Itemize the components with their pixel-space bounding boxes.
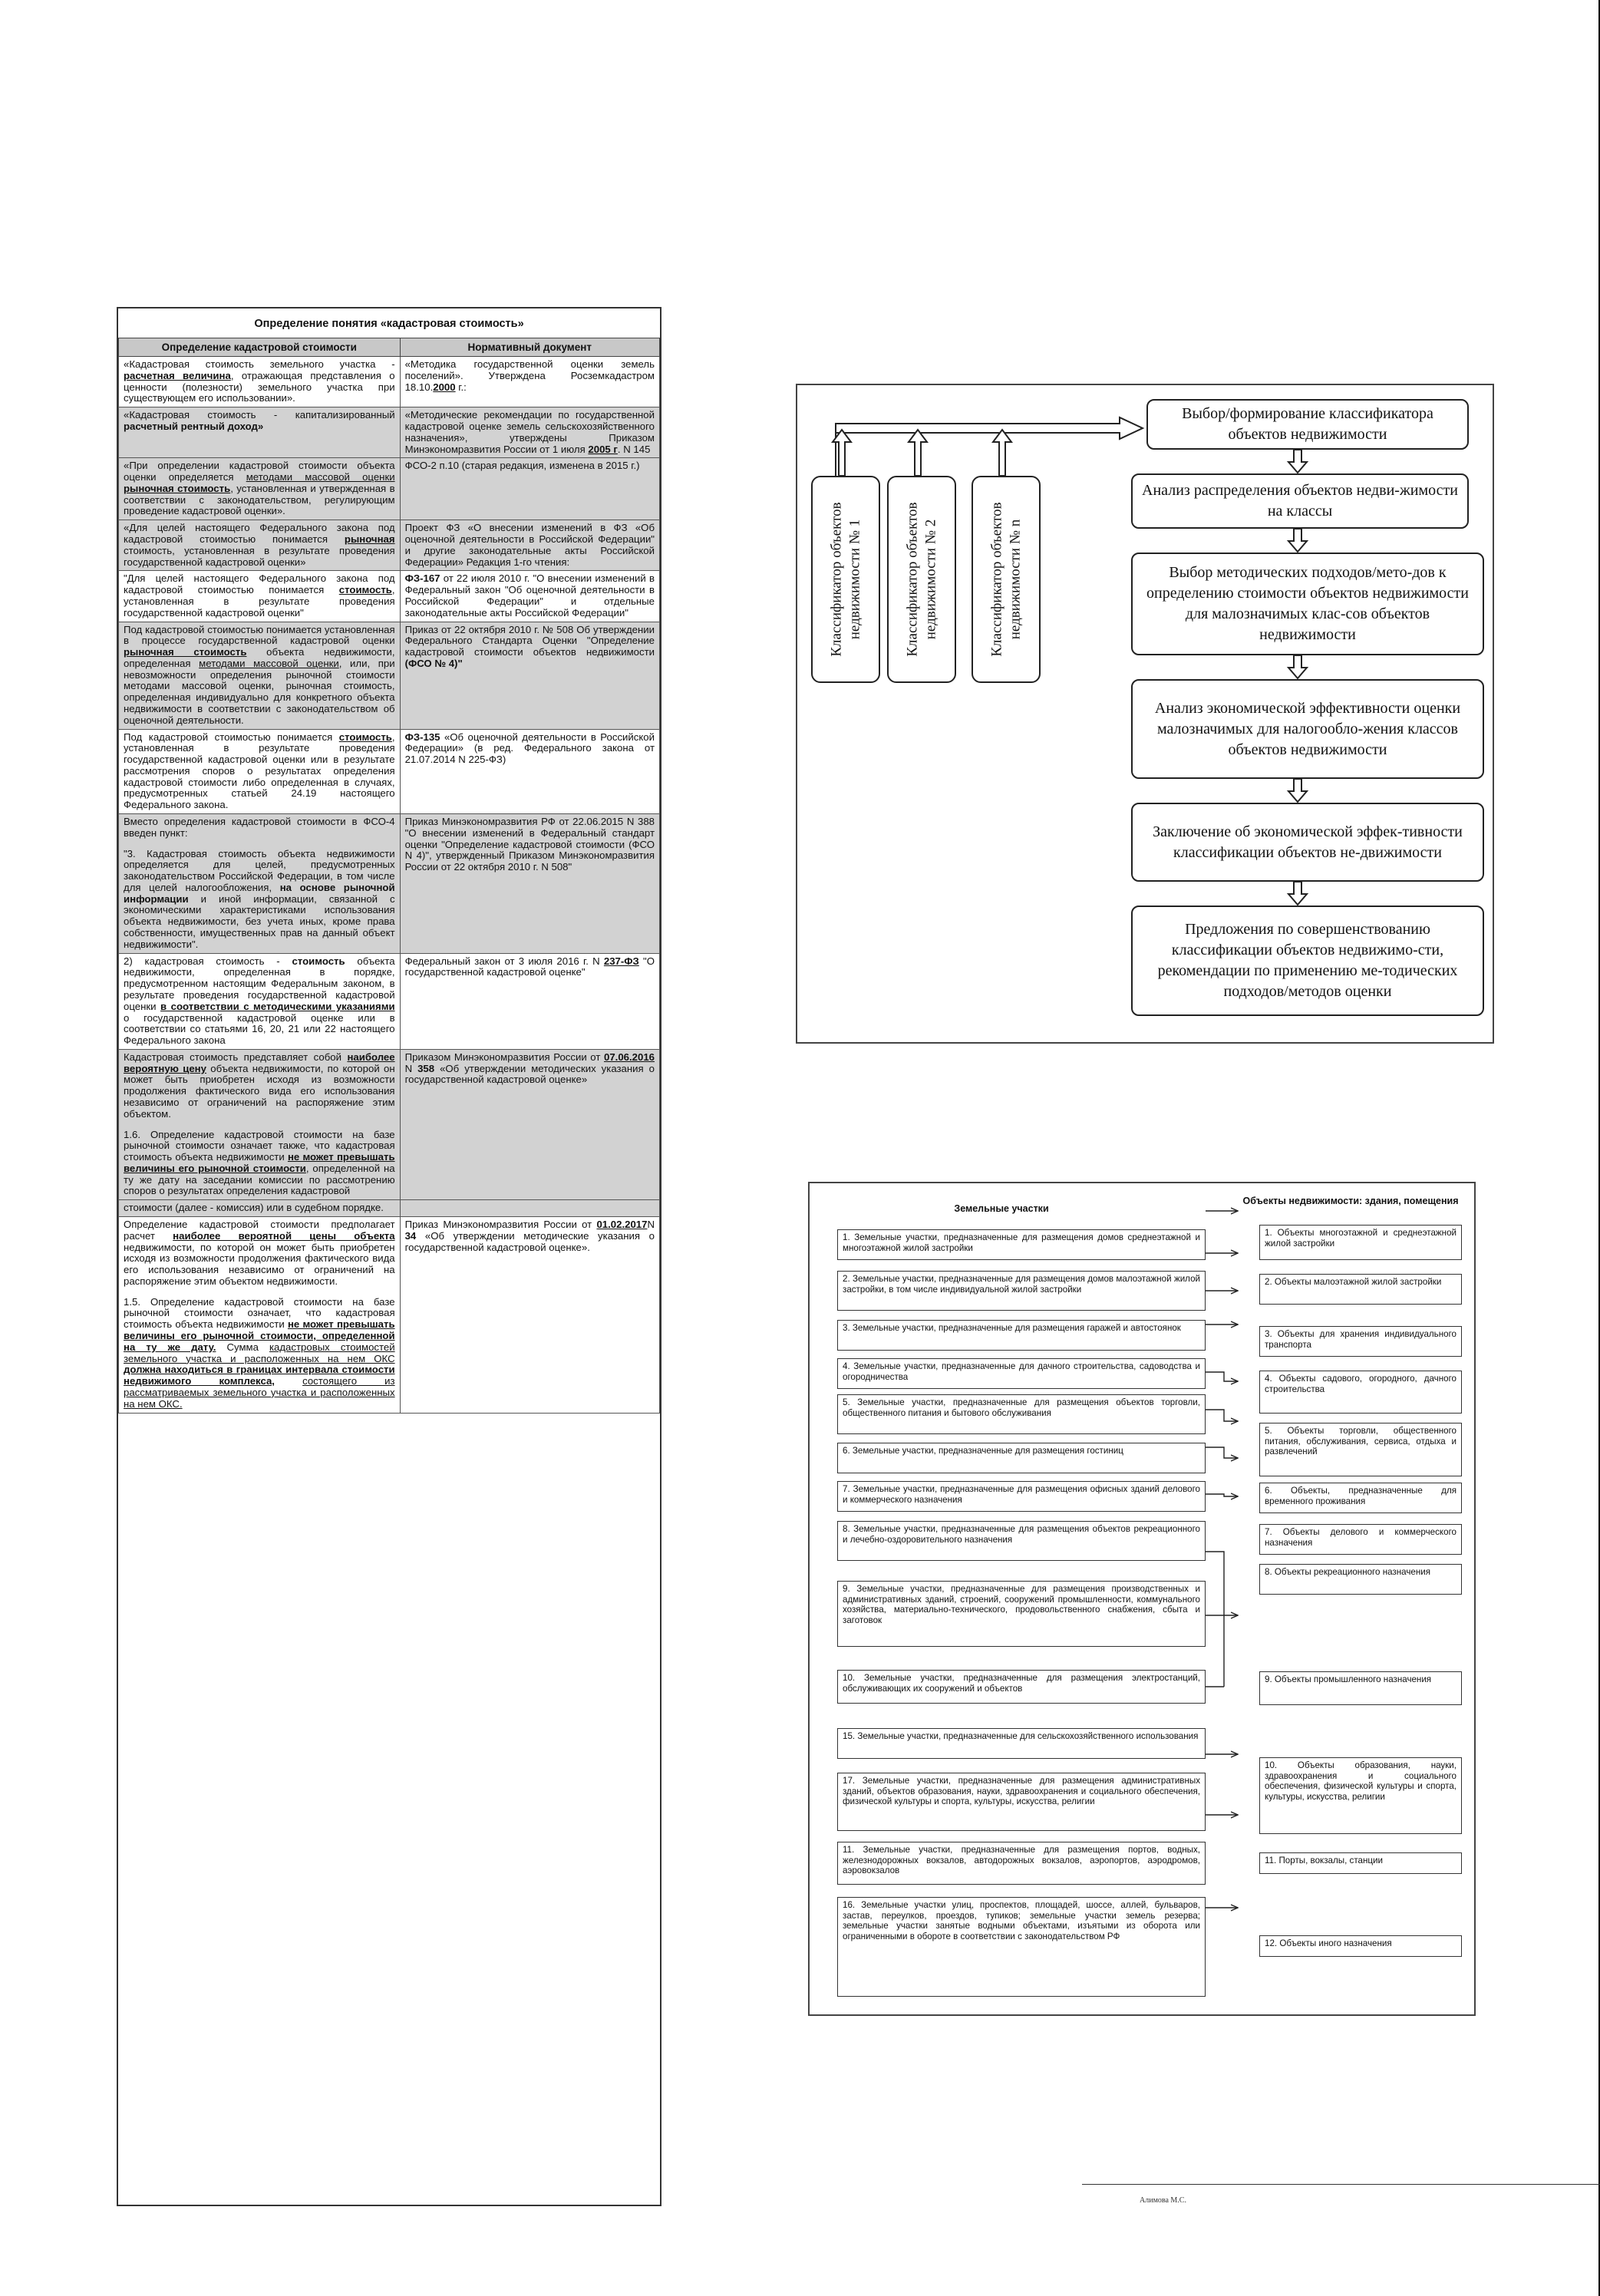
cell-text-run: рыночная (344, 533, 395, 546)
cell-paragraph (405, 1219, 655, 1253)
cell-text-run: 358 (417, 1062, 435, 1074)
land-category-7: 7. Земельные участки, предназначенные для размещения офисных зданий делового и коммерческого назначения (837, 1481, 1206, 1512)
cell-text-run: Приказ Минэкономразвития РФ от 22.06.2015 N 388 "О внесении изменений в Федеральный стандарт оценки "Определение кадастровой стоимости (ФСО N 4)", утвержденный Приказом Минэкономразвития России от 22 октября 2010 г. N 508" (404, 816, 655, 873)
table-row (119, 953, 660, 1049)
table-row (119, 520, 660, 571)
cell-text-run: не может превышать величины его рыночной стоимости (124, 1151, 395, 1174)
cell-text-run: «Об оценочной деятельности в Российской Федерации» (в ред. Федерального закона от 21.07.2014 N 225-ФЗ) (404, 731, 655, 766)
cell-paragraph (124, 410, 395, 433)
table-row (119, 729, 660, 813)
document-cell (400, 1200, 659, 1217)
cell-paragraph (124, 1052, 395, 1120)
column-header-definition: Определение кадастровой стоимости (119, 338, 401, 357)
definition-cell (119, 814, 401, 954)
cell-paragraph (405, 523, 655, 568)
cell-text-run: «Кадастровая стоимость земельного участка - (124, 358, 395, 371)
land-category-2: 2. Земельные участки, предназначенные для размещения домов малоэтажной жилой застройки, в том числе индивидуальной жилой застройки (837, 1271, 1206, 1311)
cell-text-run: ФЗ-135 (404, 731, 440, 743)
building-category-7: 7. Объекты делового и коммерческого назначения (1259, 1524, 1462, 1555)
cell-text-run: 34 (404, 1229, 417, 1242)
cell-text-run: Федеральный закон от 3 июля 2016 г. N (404, 955, 604, 967)
step-select-methods: Выбор методических подходов/мето-дов к определению стоимости объектов недвижимости для малозначимых клас-сов объектов недвижимости (1131, 553, 1484, 655)
cell-text-run: расчетный рентный доход» (124, 421, 264, 433)
definition-cell (119, 1049, 401, 1199)
cell-paragraph (124, 625, 395, 727)
cell-text-run: 2000 (433, 381, 456, 393)
cell-text-run: расчетная величина (124, 369, 231, 381)
cell-text-run: Определение кадастровой стоимости предполагает расчет (124, 1219, 395, 1242)
cell-paragraph (124, 816, 395, 840)
cell-text-run: . N 145 (617, 443, 651, 455)
cell-text-run: «Об утверждении методические указания о государственной кадастровой оценке». (404, 1229, 655, 1253)
table-row (119, 622, 660, 729)
land-category-15: 15. Земельные участки, предназначенные для сельскохозяйственного использования (837, 1728, 1206, 1759)
definition-cell (119, 357, 401, 407)
table-row (119, 1217, 660, 1414)
arrow-to-selection (836, 417, 1143, 439)
building-category-6: 6. Объекты, предназначенные для временного проживания (1259, 1483, 1462, 1513)
cell-text-run: г.: (455, 381, 467, 393)
cell-text-run: "3. Кадастровая стоимость объекта недвижимости определяется для целей, предусмотренных законодательством Российской Федерации, в том числе для целей налогообложения, (124, 847, 395, 893)
land-right-header: Объекты недвижимости: здания, помещения (1242, 1196, 1459, 1206)
document-cell (400, 571, 659, 622)
land-left-header: Земельные участки (954, 1203, 1049, 1214)
land-category-16: 16. Земельные участки улиц, проспектов, площадей, шоссе, аллей, бульваров, застав, переулков, проездов, тупиков; земельные участки земель резерва; земельные участки занятые водными объектами, изъятыми из оборота или ограниченными в обороте в соответствии с законодательством РФ (837, 1897, 1206, 1997)
definition-cell (119, 571, 401, 622)
cell-paragraph (124, 573, 395, 619)
cell-text-run: рыночная стоимость (124, 646, 247, 658)
document-cell (400, 520, 659, 571)
cell-text-run: методами массовой оценки (199, 657, 339, 669)
cell-text-run: Вместо определения кадастровой стоимости в ФСО-4 введен пункт: (124, 816, 395, 839)
table-row (119, 458, 660, 520)
cell-text-run: «При определении кадастровой стоимости объекта оценки определяется (124, 460, 395, 483)
land-category-8: 8. Земельные участки, предназначенные для размещения объектов рекреационного и лечебно-оздоровительного назначения (837, 1521, 1206, 1561)
cell-text-run: 2) кадастровая стоимость - (124, 955, 292, 967)
cell-paragraph (124, 359, 395, 404)
cell-paragraph (124, 1130, 395, 1198)
cell-text-run: стоимость (292, 955, 345, 967)
cell-text-run: не может превышать величины его рыночной стоимости, определенной на ту же дату. (124, 1318, 395, 1353)
table-row (119, 1200, 660, 1217)
footer-author: Алимова М.С. (1140, 2196, 1186, 2205)
cell-paragraph (124, 460, 395, 517)
definition-cell (119, 407, 401, 458)
land-category-9: 9. Земельные участки, предназначенные для размещения производственных и административных зданий, строений, сооружений промышленности, коммунального хозяйства, материально-технического, продовольственного снабжения, сбыта и заготовок (837, 1581, 1206, 1647)
table-row (119, 1049, 660, 1199)
cell-text-run: , определенной на ту же дату на заседании комиссии по рассмотрению споров о результатах определения кадастровой (124, 1162, 395, 1197)
land-category-6: 6. Земельные участки, предназначенные для размещения гостиниц (837, 1443, 1206, 1473)
classifier-2-label: Классификатор объектов недвижимости № 2 (904, 502, 939, 657)
cell-text-run: "О государственной кадастровой оценке" (404, 955, 655, 978)
land-category-17: 17. Земельные участки, предназначенные для размещения административных зданий, объектов образования, науки, здравоохранения и социального обеспечения, физической культуры и спорта, культуры, искусства, религии (837, 1773, 1206, 1831)
table-row (119, 357, 660, 407)
cell-text-run: 07.06.2016 (603, 1051, 655, 1063)
cell-text-run: и иной информации, связанной с экономическими характеристиками использования объекта недвижимости, без учета иных, кроме права собственности, имущественных прав на данный объект недвижимости". (124, 892, 395, 950)
document-cell (400, 458, 659, 520)
land-buildings-diagram (808, 1182, 1476, 2016)
definitions-table (118, 338, 660, 1414)
cell-text-run: Под кадастровой стоимостью понимается установленная в процессе государственной кадастровой оценки (124, 623, 395, 647)
cell-text-run: стоимость, установленная в результате проведения государственной кадастровой оценки» (124, 544, 395, 568)
classifier-1-label: Классификатор объектов недвижимости № 1 (828, 502, 863, 657)
cell-paragraph (124, 523, 395, 568)
land-category-10: 10. Земельные участки, предназначенные для размещения электростанций, обслуживающих их сооружений и объектов (837, 1670, 1206, 1704)
cell-text-run: ФСО-2 п.10 (старая редакция, изменена в 2015 г.) (404, 460, 640, 472)
land-category-3: 3. Земельные участки, предназначенные для размещения гаражей и автостоянок (837, 1320, 1206, 1351)
cell-text-run: кадастровых стоимостей земельного участка и расположенных на нем ОКС (124, 1341, 395, 1364)
building-category-2: 2. Объекты малоэтажной жилой застройки (1259, 1274, 1462, 1305)
document-cell (400, 1049, 659, 1199)
cell-text-run: наиболее вероятной цены объекта (173, 1229, 395, 1242)
classifier-1 (811, 476, 880, 683)
cell-text-run: 237-ФЗ (603, 955, 639, 967)
cell-paragraph (405, 956, 655, 979)
building-category-12: 12. Объекты иного назначения (1259, 1935, 1462, 1957)
footer-rule (1082, 2184, 1600, 2185)
cell-paragraph (124, 732, 395, 811)
cell-text-run: , или, при невозможности определения рыночной стоимости методами массовой оценки, рыночная стоимость, определенная индивидуально для конкретного объекта недвижимости в соответствии с законодательством об оценочной деятельности. (124, 657, 395, 726)
building-category-11: 11. Порты, вокзалы, станции (1259, 1852, 1462, 1874)
table-title: Определение понятия «кадастровая стоимость» (254, 318, 524, 330)
cell-text-run: «Методика государственной оценки земель поселений». Утверждена Росземкадастром 18.10. (404, 358, 655, 393)
definition-cell (119, 458, 401, 520)
cell-text-run: состоящего из рассматриваемых земельного участка и расположенных на нем ОКС. (124, 1375, 395, 1410)
cell-text-run: , установленная в результате проведения государственной кадастровой оценки" (124, 584, 395, 619)
cell-text-run: «Кадастровая стоимость - капитализированный (124, 409, 395, 421)
step-proposals: Предложения по совершенствованию классификации объектов недвижимо-сти, рекомендации по применению ме-тодических подходов/методов оценки (1131, 906, 1484, 1016)
classifier-n (972, 476, 1041, 683)
cell-text-run: Приказ от 22 октября 2010 г. № 508 Об утверждении Федерального Стандарта Оценки "Определение кадастровой стоимости объектов недвижимости (404, 623, 655, 658)
cell-text-run: ФЗ-167 (404, 572, 440, 585)
cell-text-run: «Об утверждении методических указания о государственной кадастровой оценке» (404, 1062, 655, 1086)
definition-cell (119, 622, 401, 729)
cell-paragraph (124, 1297, 395, 1410)
cell-paragraph (124, 1202, 395, 1214)
step-economic-efficiency: Анализ экономической эффективности оценки малозначимых для налогообло-жения классов объектов недвижимости (1131, 679, 1484, 779)
document-cell (400, 407, 659, 458)
table-row (119, 571, 660, 622)
cell-text-run (275, 1375, 302, 1387)
building-category-1: 1. Объекты многоэтажной и среднеэтажной жилой застройки (1259, 1225, 1462, 1260)
cell-text-run: должна находиться в границах интервала стоимости недвижимого комплекса, (124, 1364, 395, 1387)
land-category-11: 11. Земельные участки, предназначенные для размещения портов, водных, железнодорожных вокзалов, автодорожных вокзалов, аэропортов, аэродромов, аэровокзалов (837, 1842, 1206, 1885)
cell-text-run: Приказ Минэкономразвития России от (404, 1219, 597, 1231)
document-cell (400, 622, 659, 729)
cell-text-run: 2005 г (588, 443, 618, 455)
table-row (119, 407, 660, 458)
document-cell (400, 953, 659, 1049)
cadastral-definitions-table-panel (117, 307, 661, 2206)
land-category-1: 1. Земельные участки, предназначенные для размещения домов среднеэтажной и многоэтажной жилой застройки (837, 1229, 1206, 1260)
cell-text-run: N (647, 1219, 655, 1231)
cell-paragraph (124, 1219, 395, 1288)
cell-text-run: «Методические рекомендации по государственной кадастровой оценке земель сельскохозяйственного назначения», утверждены Приказом Минэкономразвития России от 1 июля (404, 409, 655, 455)
cell-text-run: , отражающая представления о ценности (полезности) земельного участка при существующем его использовании». (124, 369, 395, 404)
cell-paragraph (405, 460, 655, 472)
definition-cell (119, 520, 401, 571)
document-cell (400, 1217, 659, 1414)
cell-text-run: стоимость (338, 584, 392, 596)
document-cell (400, 729, 659, 813)
cell-paragraph (124, 956, 395, 1047)
cell-paragraph (405, 625, 655, 670)
building-category-10: 10. Объекты образования, науки, здравоохранения и социального обеспечения, физической культуры и спорта, культуры, искусства, религии (1259, 1757, 1462, 1834)
cell-text-run: наиболее вероятную цену (124, 1051, 395, 1074)
cell-text-run: стоимость (338, 731, 392, 743)
classification-flowchart (796, 384, 1494, 1044)
cell-text-run: объекта недвижимости, определенная (124, 646, 395, 669)
classifier-up-arrows (833, 430, 1011, 476)
column-header-document: Нормативный документ (400, 338, 659, 357)
cell-text-run: Кадастровая стоимость представляет собой (124, 1051, 348, 1063)
cell-text-run: (ФСО № 4)" (404, 657, 463, 669)
cell-paragraph (405, 816, 655, 873)
cell-text-run: Приказом Минэкономразвития России от (404, 1051, 604, 1063)
cell-paragraph (405, 573, 655, 619)
cell-text-run: методами массовой оценки (246, 471, 395, 483)
land-connectors (1206, 1211, 1238, 1908)
building-category-4: 4. Объекты садового, огородного, дачного строительства (1259, 1371, 1462, 1414)
building-category-8: 8. Объекты рекреационного назначения (1259, 1564, 1462, 1595)
cell-paragraph (405, 732, 655, 766)
cell-text-run: Проект ФЗ «О внесении изменений в ФЗ «Об оценочной деятельности в Российской Федерации" и другие законодательные акты Российской Федерации» Редакция 1-го чтения: (404, 522, 655, 568)
table-header-row (119, 338, 660, 357)
cell-text-run: на основе рыночной информации (124, 881, 395, 905)
cell-paragraph (124, 849, 395, 951)
land-category-5: 5. Земельные участки, предназначенные для размещения объектов торговли, общественного питания и бытового обслуживания (837, 1394, 1206, 1434)
cell-text-run: "Для целей настоящего Федерального закона под кадастровой стоимостью понимается (124, 572, 395, 596)
step-analyze-distribution: Анализ распределения объектов недви-жимости на классы (1131, 473, 1469, 529)
document-cell (400, 814, 659, 954)
land-category-4: 4. Земельные участки, предназначенные для дачного строительства, садоводства и огородничества (837, 1358, 1206, 1389)
cell-text-run: Сумма (216, 1341, 269, 1353)
definition-cell (119, 729, 401, 813)
cell-text-run: объекта недвижимости, по которой он может быть приобретен исходя из возможности продолжения фактического вида его использования независимо от ограничений на распоряжение этим объектом. (124, 1062, 395, 1120)
cell-text-run: 1.5. Определение кадастровой стоимости на базе рыночной стоимости означает, что кадастровая стоимость объекта недвижимости (124, 1295, 395, 1331)
cell-text-run: «Для целей настоящего Федерального закона под кадастровой стоимостью понимается (124, 522, 395, 546)
cell-text-run: N (404, 1062, 418, 1074)
building-category-5: 5. Объекты торговли, общественного питания, обслуживания, сервиса, отдыха и развлечений (1259, 1423, 1462, 1476)
cell-text-run: рыночная стоимость (124, 482, 231, 494)
cell-text-run: в соответствии с методическими указаниями (160, 1000, 395, 1012)
cell-text-run: , установленная в результате проведения государственной кадастровой оценки или в результате рассмотрения споров о результатах определения кадастровой стоимости либо определенная в случаях, предусмотренных статьей 24.19 настоящего Федерального закона. (124, 731, 395, 811)
cell-text-run: объекта недвижимости, определенная в порядке, предусмотренном настоящим Федеральным законом, в результате проведения государственной кадастровой оценки (124, 955, 395, 1012)
classifier-2 (887, 476, 956, 683)
definition-cell (119, 1217, 401, 1414)
cell-paragraph (405, 1052, 655, 1086)
classifier-n-label: Классификатор объектов недвижимости № n (988, 502, 1023, 657)
cell-paragraph (405, 359, 655, 393)
document-cell (400, 357, 659, 407)
step-select-classifier: Выбор/формирование классификатора объектов недвижимости (1146, 399, 1469, 450)
definition-cell (119, 1200, 401, 1217)
cell-text-run: недвижимости, по которой он может быть приобретен исходя из возможности продолжения фактического вида его использования независимо от ограничений на распоряжение этим объектом недвижимости. (124, 1241, 395, 1287)
cell-text-run: 01.02.2017 (596, 1219, 648, 1231)
table-row (119, 814, 660, 954)
cell-text-run: , установленная и утвержденная в соответствии с законодательством, регулирующим проведение кадастровой оценки». (124, 482, 395, 517)
building-category-9: 9. Объекты промышленного назначения (1259, 1671, 1462, 1705)
cell-text-run: Под кадастровой стоимостью понимается (124, 731, 339, 743)
cell-text-run: 1.6. Определение кадастровой стоимости на базе рыночной стоимости означает также, что кадастровая стоимость объекта недвижимости (124, 1128, 395, 1163)
cell-text-run: о государственной кадастровой оценке или в соответствии со статьями 16, 20, 21 или 22 настоящего Федерального закона (124, 1011, 395, 1047)
cell-text-run: стоимости (далее - комиссия) или в судебном порядке. (124, 1202, 384, 1214)
definition-cell (119, 953, 401, 1049)
cell-paragraph (405, 410, 655, 455)
step-conclusion: Заключение об экономической эффек-тивности классификации объектов не-движимости (1131, 803, 1484, 882)
building-category-3: 3. Объекты для хранения индивидуального транспорта (1259, 1326, 1462, 1357)
cell-text-run: от 22 июля 2010 г. "О внесении изменений в Федеральный закон "Об оценочной деятельности в Российской Федерации" и отдельные законодательные акты Российской Федерации" (404, 572, 655, 619)
